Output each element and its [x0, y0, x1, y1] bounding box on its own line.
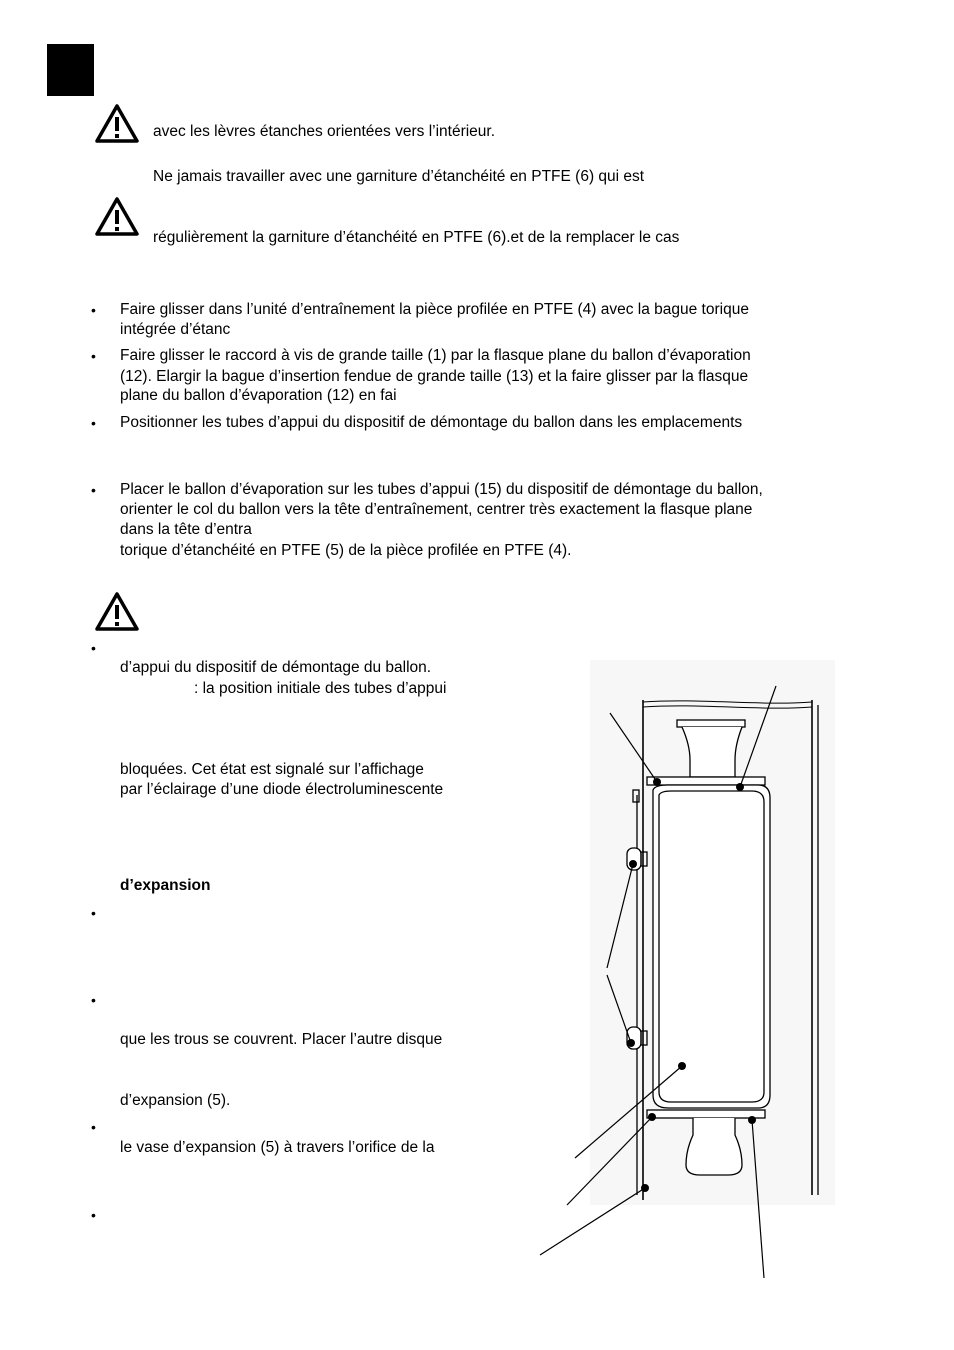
bullet-marker: • [91, 905, 96, 921]
warning-text-2-line-1: Ne jamais travailler avec une garniture d’étanchéité en PTFE (6) qui est [153, 168, 645, 185]
bullet-marker: • [91, 302, 96, 318]
warning-triangle-icon [94, 591, 140, 633]
section-heading: d’expansion [120, 877, 211, 894]
bullet-marker: • [91, 1207, 96, 1223]
warning-text-1: avec les lèvres étanches orientées vers l’intérieur. [153, 123, 496, 140]
lower-line-4: par l’éclairage d’une diode électroluminescente [120, 781, 444, 798]
bullet-marker: • [91, 415, 96, 431]
warning-triangle-icon [94, 196, 140, 238]
lower-line-7: le vase d’expansion (5) à travers l’orifice de la [120, 1139, 435, 1156]
step-3-line-1: Positionner les tubes d’appui du dispositif de démontage du ballon dans les emplacements [120, 414, 743, 431]
step-1-line-2: intégrée d’étanc [120, 321, 231, 338]
bullet-marker: • [91, 348, 96, 364]
language-tab-block [47, 44, 94, 96]
warning-text-2-line-2: régulièrement la garniture d’étanchéité en PTFE (6).et de la remplacer le cas [153, 229, 680, 246]
lower-line-3: bloquées. Cet état est signalé sur l’affichage [120, 761, 424, 778]
lower-line-2: : la position initiale des tubes d’appui [194, 680, 447, 697]
lower-line-6: d’expansion (5). [120, 1092, 231, 1109]
step-4-line-2: orienter le col du ballon vers la tête d’entraînement, centrer très exactement la flasque plane [120, 501, 753, 518]
warning-triangle-icon [94, 103, 140, 145]
step-4-line-4: torique d’étanchéité en PTFE (5) de la pièce profilée en PTFE (4). [120, 542, 572, 559]
step-2-line-3: plane du ballon d’évaporation (12) en fai [120, 387, 397, 404]
bullet-marker: • [91, 992, 96, 1008]
flask-removal-device-drawing [530, 655, 840, 1285]
lower-line-5: que les trous se couvrent. Placer l’autre disque [120, 1031, 443, 1048]
bullet-marker: • [91, 640, 96, 656]
step-2-line-1: Faire glisser le raccord à vis de grande taille (1) par la flasque plane du ballon d’évaporation [120, 347, 751, 364]
step-2-line-2: (12). Elargir la bague d’insertion fendue de grande taille (13) et la faire glisser par la flasque [120, 368, 749, 385]
step-4-line-3: dans la tête d’entra [120, 521, 252, 538]
bullet-marker: • [91, 482, 96, 498]
step-1-line-1: Faire glisser dans l’unité d’entraînement la pièce profilée en PTFE (4) avec la bague torique [120, 301, 749, 318]
step-4-line-1: Placer le ballon d’évaporation sur les tubes d’appui (15) du dispositif de démontage du ballon, [120, 481, 763, 498]
bullet-marker: • [91, 1119, 96, 1135]
lower-line-1: d’appui du dispositif de démontage du ballon. [120, 659, 432, 676]
